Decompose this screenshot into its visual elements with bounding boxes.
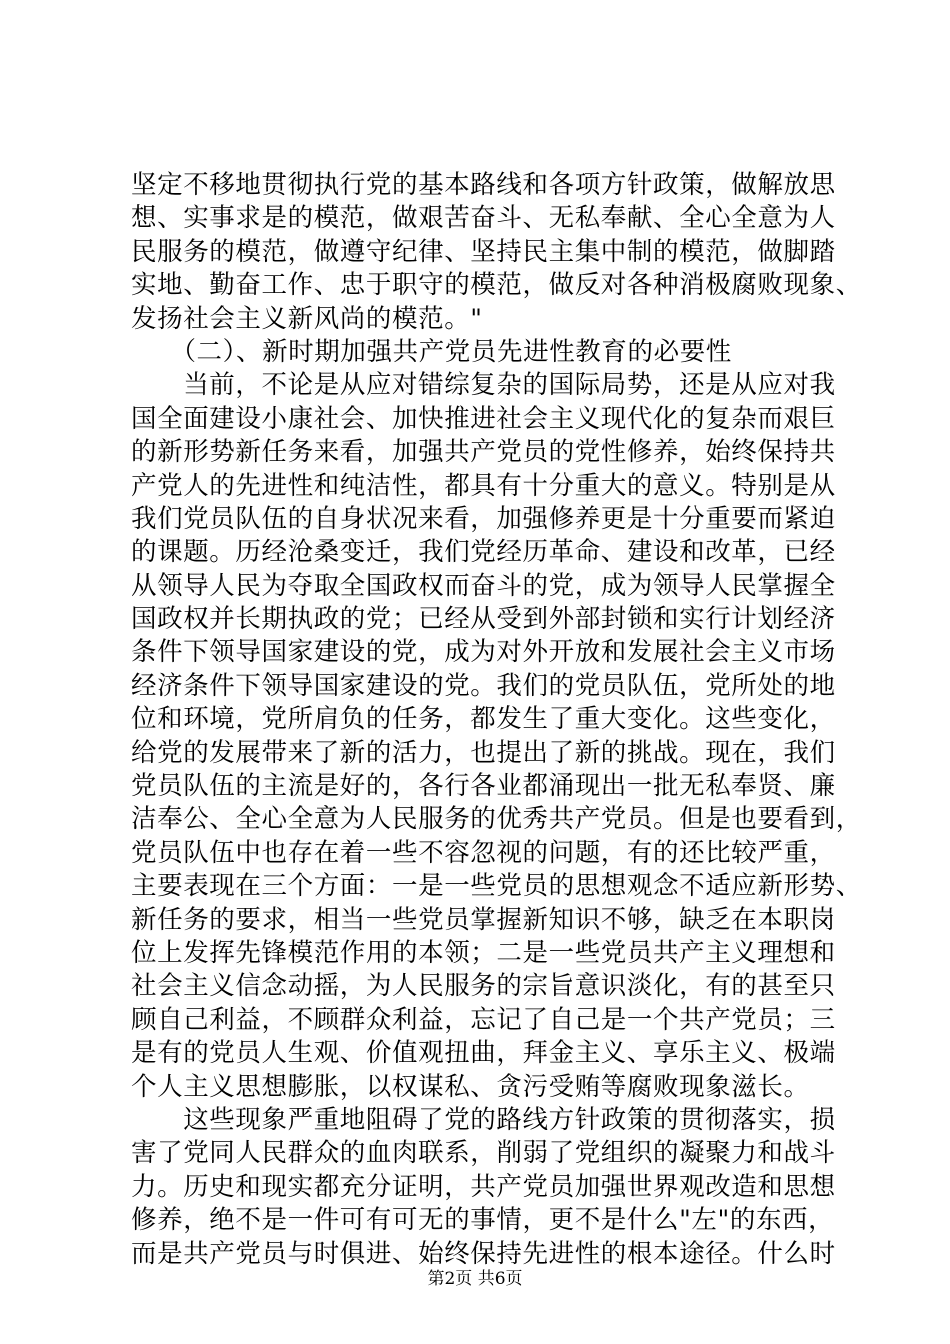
text-line: 新任务的要求，相当一些党员掌握新知识不够，缺乏在本职岗 (131, 904, 836, 935)
text-line: 的课题。历经沧桑变迁，我们党经历革命、建设和改革，已经 (131, 537, 836, 568)
text-line: 产党人的先进性和纯洁性，都具有十分重大的意义。特别是从 (131, 470, 836, 501)
text-line: 从领导人民为夺取全国政权而奋斗的党，成为领导人民掌握全 (131, 570, 836, 601)
text-line: 想、实事求是的模范，做艰苦奋斗、无私奉献、全心全意为人 (131, 203, 836, 234)
text-line: 而是共产党员与时俱进、始终保持先进性的根本途径。什么时 (131, 1238, 836, 1269)
text-line: 顾自己利益，不顾群众利益，忘记了自己是一个共产党员；三 (131, 1004, 836, 1035)
text-line: 民服务的模范，做遵守纪律、坚持民主集中制的模范，做脚踏 (131, 236, 836, 267)
text-line: 是有的党员人生观、价值观扭曲，拜金主义、享乐主义、极端 (131, 1038, 836, 1069)
text-line: 这些现象严重地阻碍了党的路线方针政策的贯彻落实，损 (131, 1104, 836, 1135)
text-line: 位和环境，党所肩负的任务，都发生了重大变化。这些变化， (131, 704, 836, 735)
body-text (131, 169, 861, 1271)
text-line: 给党的发展带来了新的活力，也提出了新的挑战。现在，我们 (131, 737, 836, 768)
text-line: 力。历史和现实都充分证明，共产党员加强世界观改造和思想 (131, 1171, 836, 1202)
text-line: 国政权并长期执政的党；已经从受到外部封锁和实行计划经济 (131, 604, 836, 635)
text-line: 实地、勤奋工作、忠于职守的模范，做反对各种消极腐败现象、 (131, 270, 862, 301)
page-number-footer: 第2页 共6页 (427, 1269, 523, 1289)
text-line: 党员队伍中也存在着一些不容忽视的问题，有的还比较严重， (131, 837, 836, 868)
text-line: 条件下领导国家建设的党，成为对外开放和发展社会主义市场 (131, 637, 836, 668)
text-line: 害了党同人民群众的血肉联系，削弱了党组织的凝聚力和战斗 (131, 1138, 836, 1169)
text-line: 主要表现在三个方面：一是一些党员的思想观念不适应新形势、 (131, 871, 862, 902)
text-line: 个人主义思想膨胀，以权谋私、贪污受贿等腐败现象滋长。 (131, 1071, 810, 1102)
text-line: 位上发挥先锋模范作用的本领；二是一些党员共产主义理想和 (131, 937, 836, 968)
text-line: 洁奉公、全心全意为人民服务的优秀共产党员。但是也要看到， (131, 804, 862, 835)
text-line: 当前，不论是从应对错综复杂的国际局势，还是从应对我 (131, 370, 836, 401)
text-line: 党员队伍的主流是好的，各行各业都涌现出一批无私奉贤、廉 (131, 771, 836, 802)
text-line: 修养，绝不是一件可有可无的事情，更不是什么"左"的东西， (131, 1205, 835, 1236)
text-line: 经济条件下领导国家建设的党。我们的党员队伍，党所处的地 (131, 670, 836, 701)
text-line: 我们党员队伍的自身状况来看，加强修养更是十分重要而紧迫 (131, 503, 836, 534)
section-heading: （二）、新时期加强共产党员先进性教育的必要性 (131, 336, 732, 367)
text-line: 发扬社会主义新风尚的模范。" (131, 303, 483, 334)
text-line: 坚定不移地贯彻执行党的基本路线和各项方针政策，做解放思 (131, 170, 836, 200)
text-line: 国全面建设小康社会、加快推进社会主义现代化的复杂而艰巨 (131, 403, 836, 434)
text-line: 的新形势新任务来看，加强共产党员的党性修养，始终保持共 (131, 437, 836, 468)
text-line: 社会主义信念动摇，为人民服务的宗旨意识淡化，有的甚至只 (131, 971, 836, 1002)
